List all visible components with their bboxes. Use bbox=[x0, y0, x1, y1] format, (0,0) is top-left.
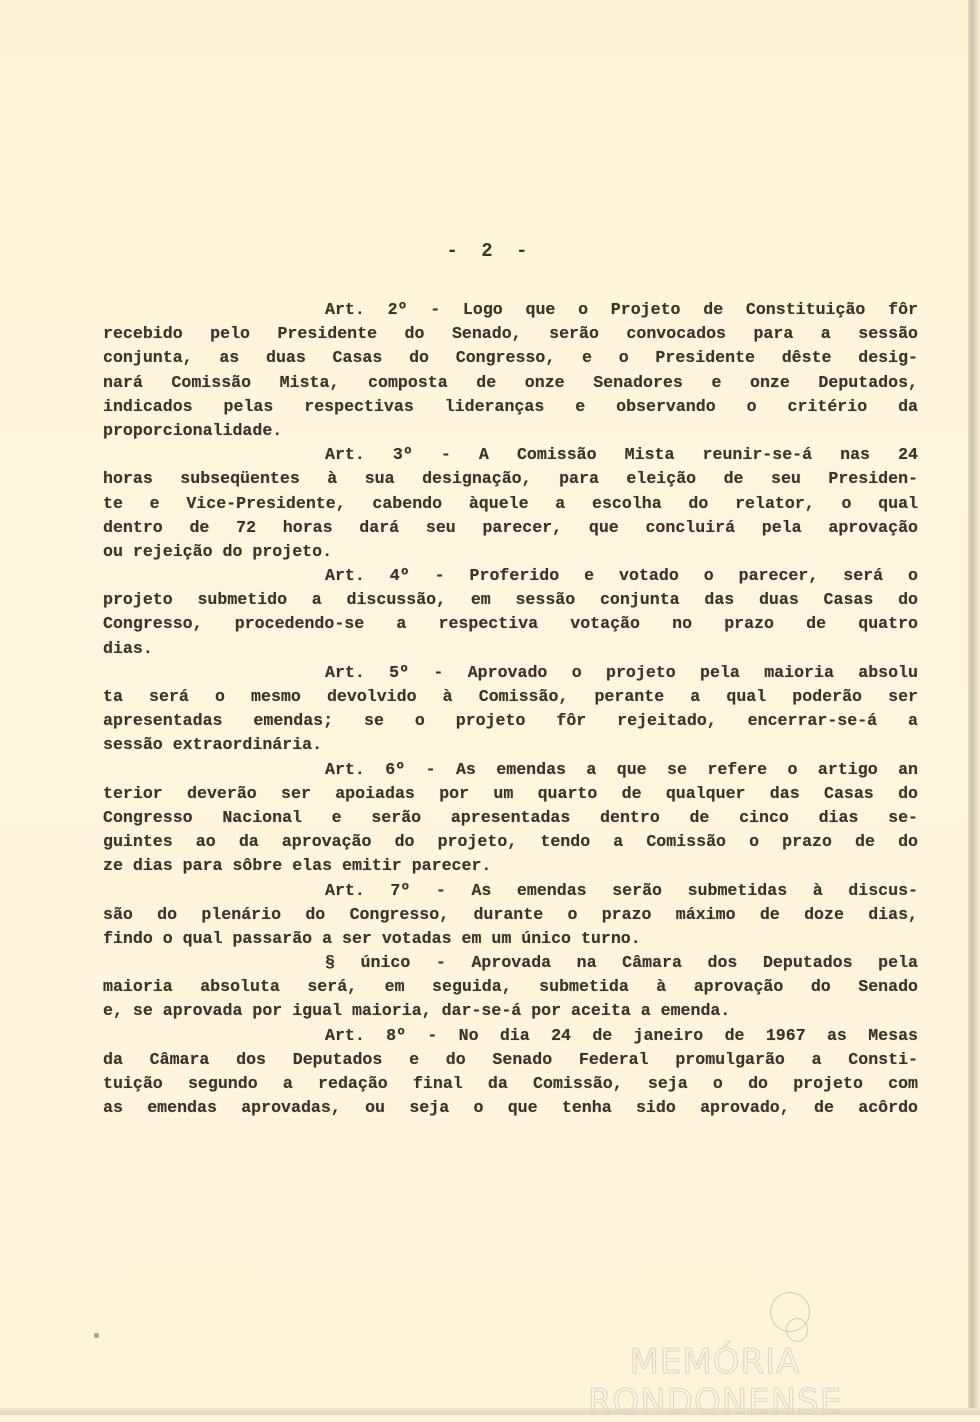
text-line: são do plenário do Congresso, durante o prazo máximo de doze dias, bbox=[103, 904, 918, 924]
article-7 bbox=[103, 879, 918, 952]
text-line: da Câmara dos Deputados e do Senado Federal promulgarão a Consti- bbox=[103, 1049, 918, 1069]
article-4 bbox=[103, 564, 918, 661]
text-line: Art. 6º - As emendas a que se refere o artigo an bbox=[325, 759, 918, 779]
article-3 bbox=[103, 443, 918, 564]
text-line: maioria absoluta será, em seguida, submetida à aprovação do Senado bbox=[103, 977, 918, 997]
page-number: - 2 - bbox=[446, 240, 534, 262]
article-5 bbox=[103, 661, 918, 758]
page-edge-right bbox=[968, 0, 980, 1415]
text-line: § único - Aprovada na Câmara dos Deputados pela bbox=[325, 953, 918, 973]
text-line: Art. 7º - As emendas serão submetidas à discus- bbox=[325, 880, 918, 900]
article-7-sole-paragraph bbox=[103, 951, 918, 1024]
text-line: conjunta, as duas Casas do Congresso, e o Presidente dêste desig- bbox=[103, 348, 918, 368]
text-line: guintes ao da aprovação do projeto, tendo a Comissão o prazo de do bbox=[103, 832, 918, 852]
text-line: e, se aprovada por igual maioria, dar-se-á por aceita a emenda. bbox=[103, 1001, 731, 1021]
margin-ink-mark bbox=[94, 1333, 99, 1338]
text-line: proporcionalidade. bbox=[103, 420, 283, 440]
text-line: Art. 2º - Logo que o Projeto de Constituição fôr bbox=[325, 300, 918, 319]
text-line: Art. 5º - Aprovado o projeto pela maioria absolu bbox=[325, 662, 918, 682]
text-line: findo o qual passarão a ser votadas em um único turno. bbox=[103, 928, 641, 948]
text-line: Congresso, procedendo-se a respectiva votação no prazo de quatro bbox=[103, 614, 918, 634]
text-line: recebido pelo Presidente do Senado, serão convocados para a sessão bbox=[103, 324, 918, 344]
article-8 bbox=[103, 1024, 918, 1121]
text-line: Art. 4º - Proferido e votado o parecer, será o bbox=[325, 566, 918, 586]
article-6 bbox=[103, 758, 918, 879]
text-line: projeto submetido a discussão, em sessão conjunta das duas Casas do bbox=[103, 590, 918, 610]
text-line: ze dias para sôbre elas emitir parecer. bbox=[103, 856, 492, 876]
text-line: indicados pelas respectivas lideranças e observando o critério da bbox=[103, 396, 918, 416]
pencil-circle-mark bbox=[786, 1318, 808, 1342]
text-line: Art. 8º - No dia 24 de janeiro de 1967 as Mesas bbox=[325, 1025, 918, 1045]
text-line: ou rejeição do projeto. bbox=[103, 541, 333, 561]
text-line: as emendas aprovadas, ou seja o que tenha sido aprovado, de acôrdo bbox=[103, 1098, 918, 1118]
text-line: te e Vice-Presidente, cabendo àquele a escolha do relator, o qual bbox=[103, 493, 918, 513]
text-line: terior deverão ser apoiadas por um quarto de qualquer das Casas do bbox=[103, 783, 918, 803]
text-line: nará Comissão Mista, composta de onze Senadores e onze Deputados, bbox=[103, 372, 918, 392]
text-line: dentro de 72 horas dará seu parecer, que concluirá pela aprovação bbox=[103, 517, 918, 537]
text-line: Art. 3º - A Comissão Mista reunir-se-á nas 24 bbox=[325, 445, 918, 465]
article-2 bbox=[103, 298, 918, 443]
text-line: apresentadas emendas; se o projeto fôr rejeitado, encerrar-se-á a bbox=[103, 711, 918, 731]
text-line: sessão extraordinária. bbox=[103, 735, 323, 755]
text-line: horas subseqüentes à sua designação, para eleição de seu Presiden- bbox=[103, 469, 918, 489]
text-line: ta será o mesmo devolvido à Comissão, perante a qual poderão ser bbox=[103, 687, 918, 706]
text-line: dias. bbox=[103, 638, 153, 658]
watermark: MEMÓRIA RONDONENSE bbox=[587, 1342, 843, 1422]
text-line: Congresso Nacional e serão apresentadas dentro de cinco dias se- bbox=[103, 807, 918, 827]
document-body bbox=[103, 298, 918, 1120]
text-line: tuição segundo a redação final da Comissão, seja o do projeto com bbox=[103, 1074, 918, 1093]
